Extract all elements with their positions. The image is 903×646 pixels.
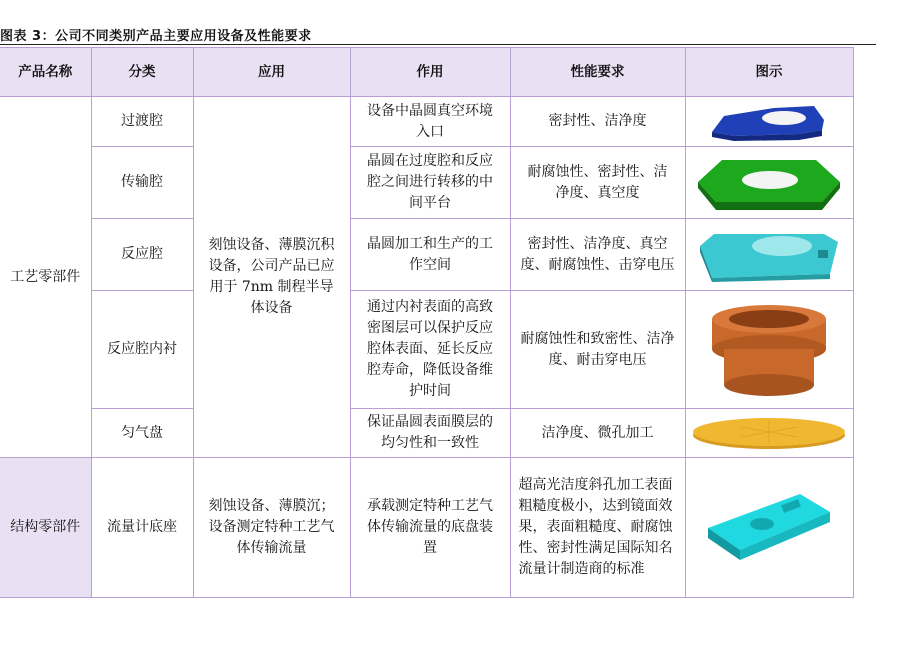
function-cell: 保证晶圆表面膜层的均匀性和一致性 bbox=[350, 409, 510, 458]
category-cell: 传输腔 bbox=[91, 147, 193, 219]
function-cell: 承载测定特种工艺气体传输流量的底盘装置 bbox=[350, 458, 510, 598]
category-cell: 过渡腔 bbox=[91, 97, 193, 147]
reaction-chamber-image bbox=[694, 224, 844, 286]
category-cell: 反应腔 bbox=[91, 219, 193, 291]
function-cell: 通过内衬表面的高致密图层可以保护反应腔体表面、延长反应腔寿命，降低设备维护时间 bbox=[350, 291, 510, 409]
table-row bbox=[0, 97, 853, 147]
chamber-liner-image bbox=[704, 297, 834, 403]
function-cell: 设备中晶圆真空环境入口 bbox=[350, 97, 510, 147]
table-row bbox=[0, 219, 853, 291]
table-row bbox=[0, 291, 853, 409]
application-cell: 刻蚀设备、薄膜沉；设备测定特种工艺气体传输流量 bbox=[193, 458, 350, 598]
table-row bbox=[0, 147, 853, 219]
header-requirement: 性能要求 bbox=[510, 48, 685, 97]
requirement-cell: 耐腐蚀性、密封性、洁净度、真空度 bbox=[510, 147, 685, 219]
header-function: 作用 bbox=[350, 48, 510, 97]
title-underline bbox=[0, 44, 876, 45]
transfer-chamber-image bbox=[694, 152, 844, 214]
requirement-cell: 超高光洁度斜孔加工表面粗糙度极小，达到镜面效果，表面粗糙度、耐腐蚀性、密封性满足国际知名流量计制造商的标准 bbox=[510, 458, 685, 598]
header-illustration: 图示 bbox=[685, 48, 853, 97]
category-cell: 反应腔内衬 bbox=[91, 291, 193, 409]
flowmeter-base-image bbox=[704, 488, 834, 568]
spec-table bbox=[0, 47, 854, 598]
requirement-cell: 密封性、洁净度、真空度、耐腐蚀性、击穿电压 bbox=[510, 219, 685, 291]
header-category: 分类 bbox=[91, 48, 193, 97]
function-cell: 晶圆在过度腔和反应腔之间进行转移的中间平台 bbox=[350, 147, 510, 219]
table-row bbox=[0, 458, 853, 598]
header-row bbox=[0, 48, 853, 97]
transition-chamber-image bbox=[704, 102, 834, 142]
illustration-cell bbox=[685, 219, 853, 291]
requirement-cell: 耐腐蚀性和致密性、洁净度、耐击穿电压 bbox=[510, 291, 685, 409]
requirement-cell: 洁净度、微孔加工 bbox=[510, 409, 685, 458]
illustration-cell bbox=[685, 97, 853, 147]
category-cell: 匀气盘 bbox=[91, 409, 193, 458]
figure-title: 图表 3：公司不同类别产品主要应用设备及性能要求 bbox=[0, 29, 312, 44]
header-product-name: 产品名称 bbox=[0, 48, 91, 97]
table-row bbox=[0, 409, 853, 458]
group-name: 结构零部件 bbox=[0, 458, 91, 598]
illustration-cell bbox=[685, 409, 853, 458]
header-application: 应用 bbox=[193, 48, 350, 97]
function-cell: 晶圆加工和生产的工作空间 bbox=[350, 219, 510, 291]
group-name: 工艺零部件 bbox=[0, 97, 91, 458]
gas-distribution-plate-image bbox=[691, 415, 847, 451]
category-cell: 流量计底座 bbox=[91, 458, 193, 598]
illustration-cell bbox=[685, 147, 853, 219]
illustration-cell bbox=[685, 291, 853, 409]
requirement-cell: 密封性、洁净度 bbox=[510, 97, 685, 147]
application-cell: 刻蚀设备、薄膜沉积设备，公司产品已应用于 7nm 制程半导体设备 bbox=[193, 97, 350, 458]
illustration-cell bbox=[685, 458, 853, 598]
